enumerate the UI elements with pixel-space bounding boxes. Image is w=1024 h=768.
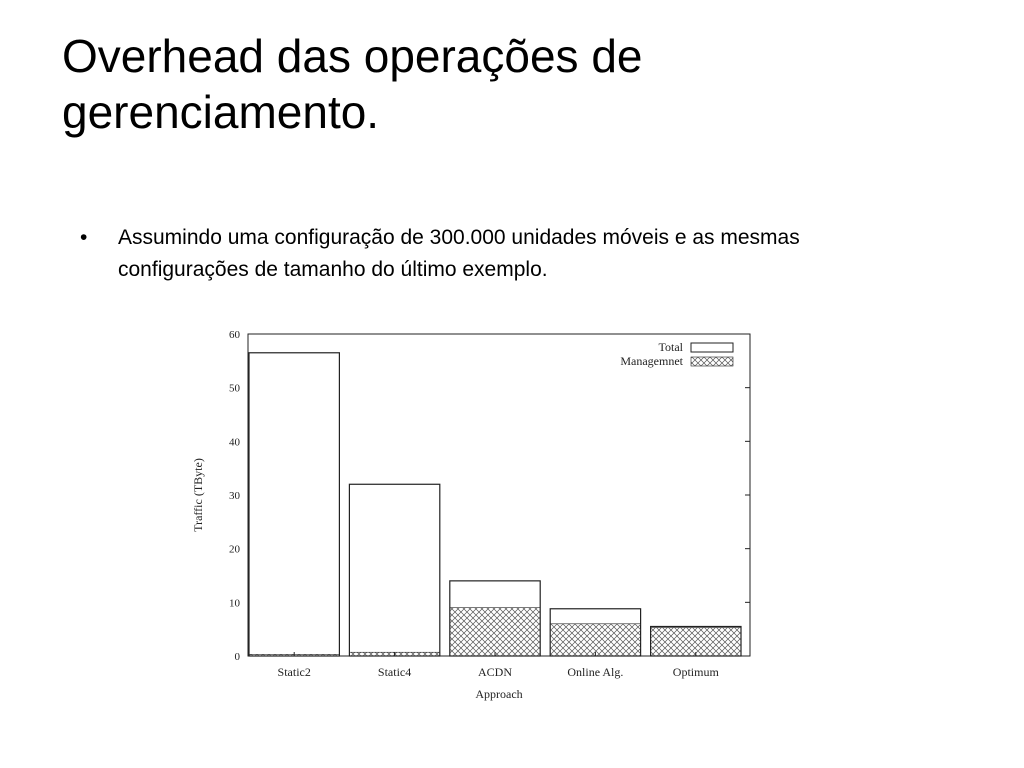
legend xyxy=(620,340,733,368)
bar-management xyxy=(550,624,640,656)
bar-total xyxy=(349,484,439,656)
legend-swatch-total xyxy=(691,343,733,352)
legend-label-management: Managemnet xyxy=(620,354,683,368)
chart-container xyxy=(185,318,765,718)
y-tick-label: 50 xyxy=(229,382,240,395)
bar-total xyxy=(249,353,339,656)
x-tick-label: Online Alg. xyxy=(567,665,624,679)
bar-management xyxy=(651,628,741,656)
y-axis-label: Traffic (TByte) xyxy=(191,458,205,532)
bullet-text: Assumindo uma configuração de 300.000 unidades móveis e as mesmas configurações de tamanho do último exemplo. xyxy=(118,226,800,281)
y-tick-label: 30 xyxy=(229,490,240,502)
legend-label-total: Total xyxy=(658,340,683,354)
bullet-list xyxy=(80,222,800,286)
slide-title: Overhead das operações de gerenciamento. xyxy=(62,30,643,138)
y-tick-label: 10 xyxy=(229,597,240,610)
bar-chart xyxy=(185,318,765,718)
x-tick-label: Static4 xyxy=(377,665,412,679)
legend-swatch-management xyxy=(691,357,733,366)
bar-management xyxy=(450,608,540,656)
x-tick-label: Static2 xyxy=(277,665,311,679)
y-tick-label: 40 xyxy=(229,436,240,449)
bullet-symbol: • xyxy=(80,226,88,249)
y-tick-label: 60 xyxy=(229,329,240,341)
x-tick-label: Optimum xyxy=(672,665,719,679)
y-tick-label: 20 xyxy=(229,543,240,556)
x-axis-label: Approach xyxy=(475,687,523,701)
bars xyxy=(249,353,741,656)
y-tick-label: 0 xyxy=(234,651,240,663)
bullet-item xyxy=(80,222,800,286)
x-tick-label: ACDN xyxy=(477,665,513,679)
